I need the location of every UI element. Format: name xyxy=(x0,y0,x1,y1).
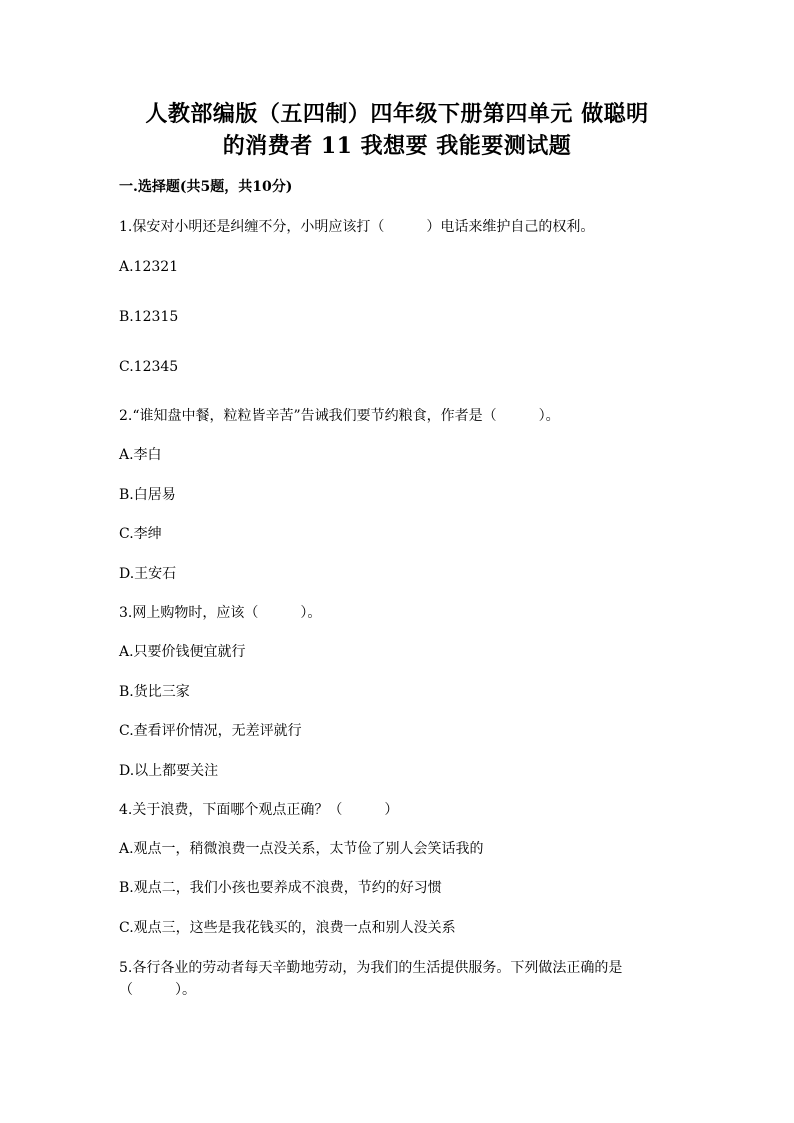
question-1-stem: 1.保安对小明还是纠缠不分，小明应该打（ ）电话来维护自己的权利。 xyxy=(119,219,595,235)
question-2-option-b: B.白居易 xyxy=(119,487,176,503)
question-4-option-c: C.观点三，这些是我花钱买的，浪费一点和别人没关系 xyxy=(119,920,456,936)
question-2-option-d: D.王安石 xyxy=(119,566,177,582)
document-title-line-2: 的消费者 11 我想要 我能要测试题 xyxy=(222,133,572,159)
question-4-option-a: A.观点一，稍微浪费一点没关系，太节俭了别人会笑话我的 xyxy=(119,841,484,857)
question-2-stem: 2.“谁知盘中餐，粒粒皆辛苦”告诫我们要节约粮食，作者是（ ）。 xyxy=(119,408,560,424)
question-4-stem: 4.关于浪费，下面哪个观点正确？（ ） xyxy=(119,802,399,818)
question-1-option-a: A.12321 xyxy=(119,259,179,275)
document-title-line-1: 人教部编版（五四制）四年级下册第四单元 做聪明 xyxy=(145,101,649,127)
question-2-option-a: A.李白 xyxy=(119,447,162,463)
question-2-option-c: C.李绅 xyxy=(119,526,162,542)
question-4-option-b: B.观点二，我们小孩也要养成不浪费，节约的好习惯 xyxy=(119,880,442,896)
question-3-option-a: A.只要价钱便宜就行 xyxy=(119,644,246,660)
question-3-option-c: C.查看评价情况，无差评就行 xyxy=(119,723,302,739)
question-3-option-b: B.货比三家 xyxy=(119,684,190,700)
question-3-option-d: D.以上都要关注 xyxy=(119,763,219,779)
question-3-stem: 3.网上购物时，应该（ ）。 xyxy=(119,605,322,621)
question-1-option-c: C.12345 xyxy=(119,359,179,375)
section-heading: 一.选择题(共5题，共10分) xyxy=(119,179,293,195)
question-5-stem: 5.各行各业的劳动者每天辛勤地劳动，为我们的生活提供服务。下列做法正确的是（ ）。 xyxy=(119,960,623,998)
question-1-option-b: B.12315 xyxy=(119,309,179,325)
